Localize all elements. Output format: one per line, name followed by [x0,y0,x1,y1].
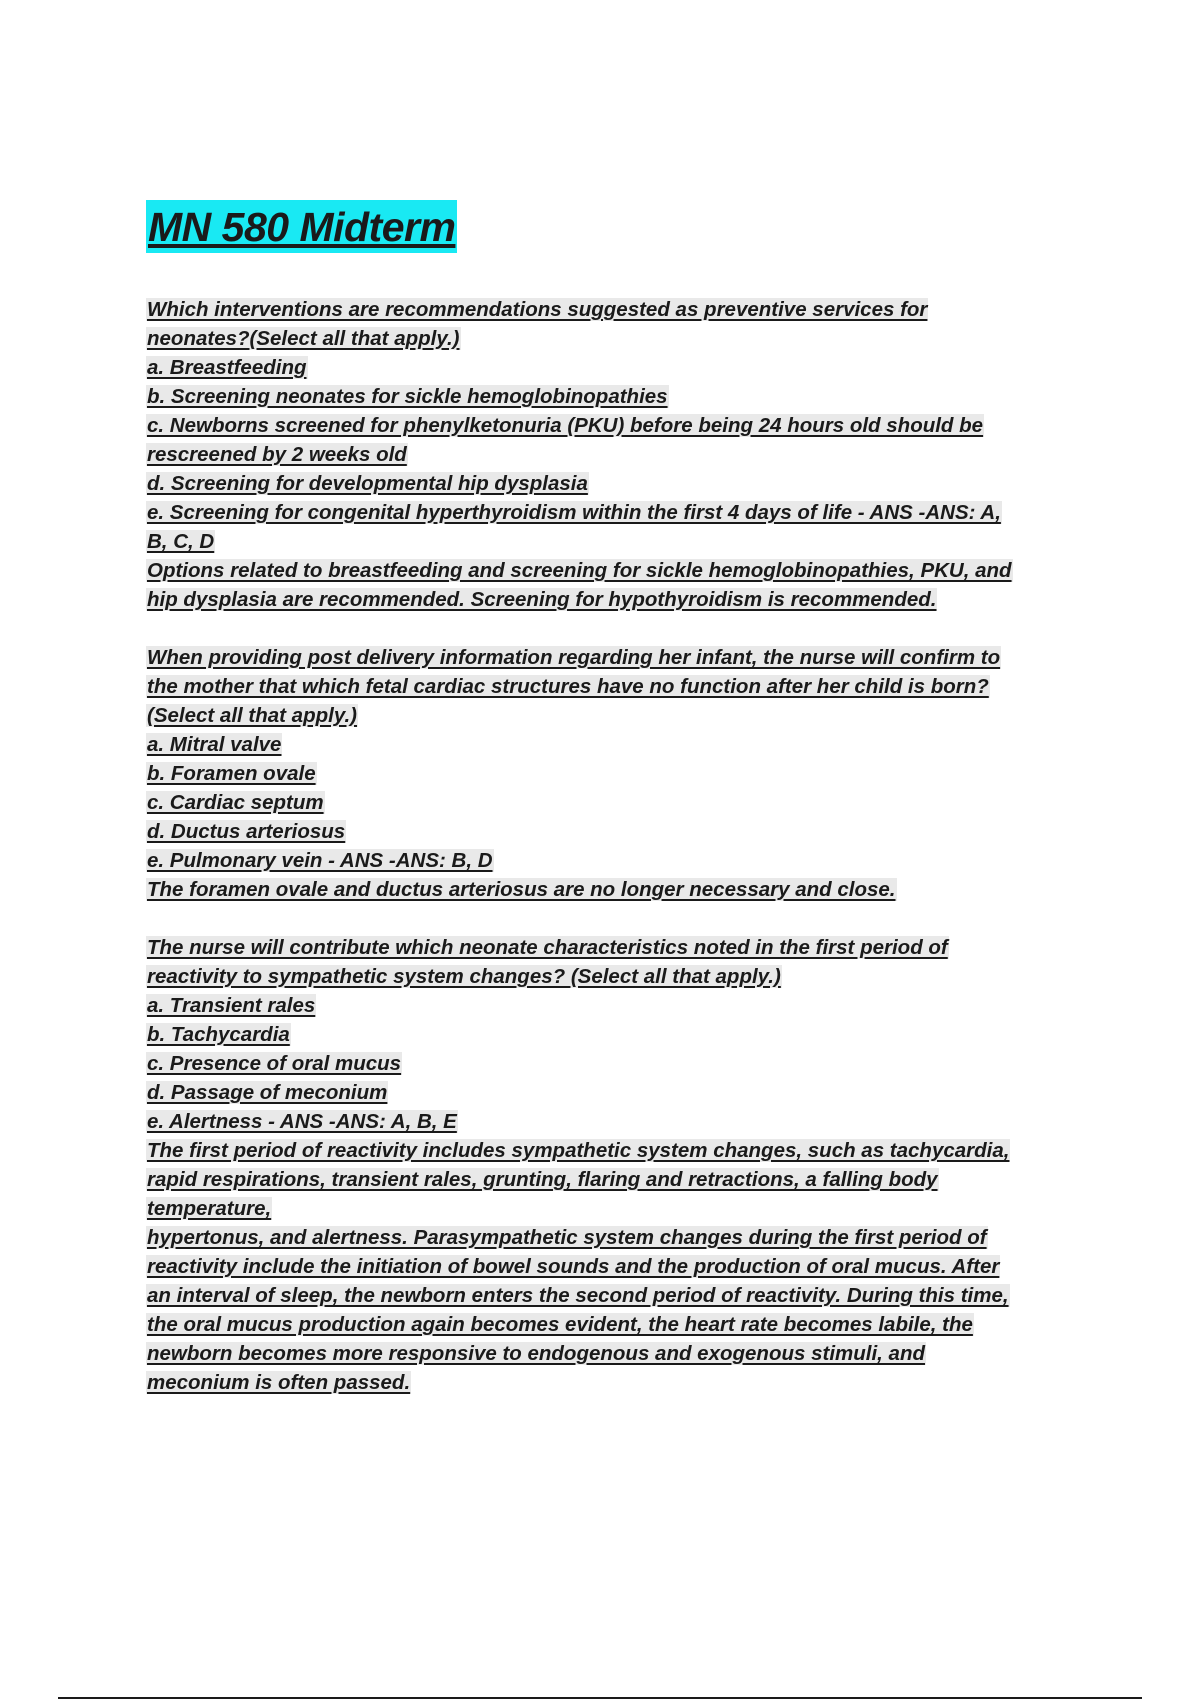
answer-option [146,498,1092,527]
line-text: temperature, [147,1197,272,1220]
rationale-line [146,585,1092,614]
line-text: e. Alertness - ANS -ANS: A, B, E [147,1110,457,1133]
line-text: Options related to breastfeeding and screening for sickle hemoglobinopathies, PKU, and [147,559,1012,582]
answer-option [146,469,1092,498]
answer-option [146,730,1092,759]
line-text: b. Screening neonates for sickle hemoglobinopathies [147,385,668,408]
rationale-line [146,1223,1092,1252]
question-line [146,643,1092,672]
question-block-1 [146,295,1092,614]
question-block-3 [146,933,1092,1397]
rationale-line [146,1252,1092,1281]
line-text: c. Presence of oral mucus [147,1052,402,1075]
rationale-line [146,1310,1092,1339]
line-text: neonates?(Select all that apply.) [147,327,460,350]
answer-option [146,1078,1092,1107]
question-line [146,933,1092,962]
rationale-line [146,1281,1092,1310]
line-text: meconium is often passed. [147,1371,411,1394]
line-text: the oral mucus production again becomes evident, the heart rate becomes labile, the [147,1313,973,1336]
line-text: reactivity include the initiation of bowel sounds and the production of oral mucus. After [147,1255,1000,1278]
answer-option [146,788,1092,817]
answer-option [146,817,1092,846]
rationale-line [146,875,1092,904]
line-text: hip dysplasia are recommended. Screening for hypothyroidism is recommended. [147,588,937,611]
page-footer-rule [58,1697,1142,1699]
line-text: a. Breastfeeding [147,356,307,379]
answer-option [146,1107,1092,1136]
line-text: The nurse will contribute which neonate characteristics noted in the first period of [147,936,948,959]
line-text: Which interventions are recommendations suggested as preventive services for [147,298,928,321]
question-line [146,672,1092,701]
line-text: When providing post delivery information regarding her infant, the nurse will confirm to [147,646,1001,669]
answer-key [146,527,1092,556]
line-text: d. Screening for developmental hip dysplasia [147,472,588,495]
answer-option [146,382,1092,411]
rationale-line [146,1339,1092,1368]
rationale-line [146,1368,1092,1397]
line-text: The foramen ovale and ductus arteriosus are no longer necessary and close. [147,878,896,901]
answer-option [146,1020,1092,1049]
line-text: The first period of reactivity includes sympathetic system changes, such as tachycardia, [147,1139,1010,1162]
line-text: e. Screening for congenital hyperthyroidism within the first 4 days of life - ANS -ANS: A, [147,501,1001,524]
document-page [146,200,1092,1397]
answer-option [146,759,1092,788]
line-text: b. Foramen ovale [147,762,316,785]
line-text: hypertonus, and alertness. Parasympathetic system changes during the first period of [147,1226,987,1249]
rationale-line [146,1194,1092,1223]
answer-option [146,411,1092,440]
line-text: the mother that which fetal cardiac structures have no function after her child is born? [147,675,989,698]
line-text: reactivity to sympathetic system changes? (Select all that apply.) [147,965,781,988]
line-text: a. Mitral valve [147,733,282,756]
line-text: B, C, D [147,530,215,553]
line-text: rescreened by 2 weeks old [147,443,407,466]
question-line [146,962,1092,991]
question-line [146,295,1092,324]
line-text: (Select all that apply.) [147,704,357,727]
line-text: newborn becomes more responsive to endogenous and exogenous stimuli, and [147,1342,925,1365]
line-text: c. Newborns screened for phenylketonuria (PKU) before being 24 hours old should be [147,414,984,437]
answer-option [146,1049,1092,1078]
rationale-line [146,1136,1092,1165]
line-text: e. Pulmonary vein - ANS -ANS: B, D [147,849,493,872]
line-text: a. Transient rales [147,994,316,1017]
answer-option [146,353,1092,382]
line-text: an interval of sleep, the newborn enters the second period of reactivity. During this time, [147,1284,1009,1307]
line-text: c. Cardiac septum [147,791,324,814]
document-title: MN 580 Midterm [146,200,457,253]
answer-option [146,440,1092,469]
answer-option [146,846,1092,875]
question-line [146,324,1092,353]
question-block-2 [146,643,1092,904]
answer-option [146,991,1092,1020]
rationale-line [146,556,1092,585]
line-text: rapid respirations, transient rales, grunting, flaring and retractions, a falling body [147,1168,938,1191]
line-text: d. Ductus arteriosus [147,820,346,843]
line-text: b. Tachycardia [147,1023,290,1046]
question-line [146,701,1092,730]
line-text: d. Passage of meconium [147,1081,388,1104]
rationale-line [146,1165,1092,1194]
